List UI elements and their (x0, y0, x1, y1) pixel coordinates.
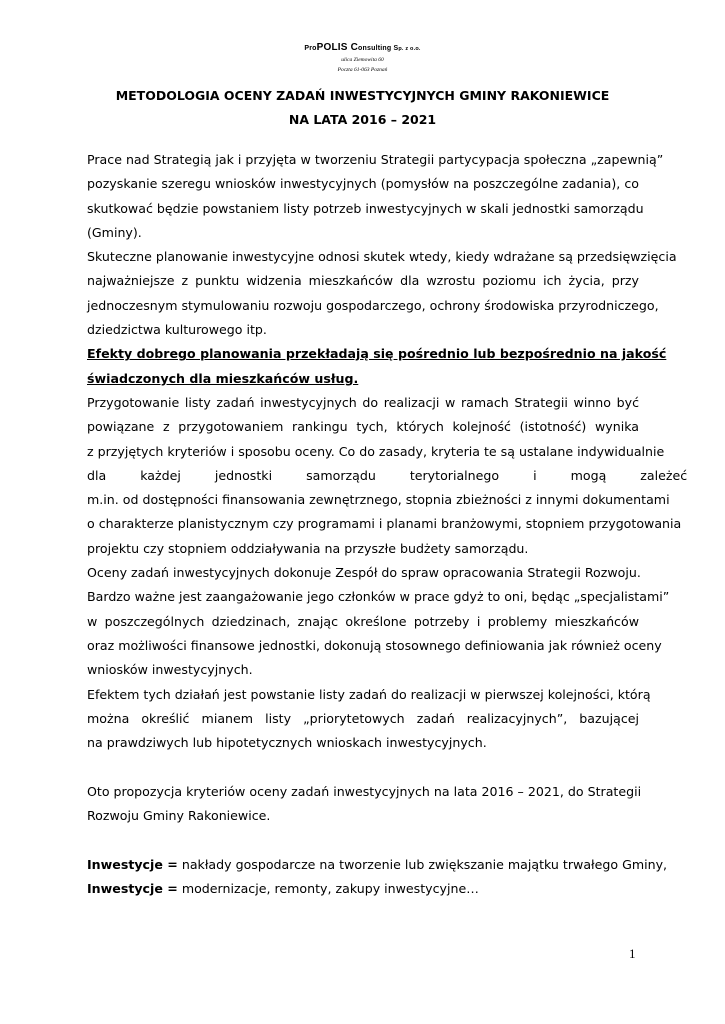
text-line: świadczonych dla mieszkańców usług. (87, 370, 359, 386)
paragraph-5 (87, 561, 670, 682)
text-line: Prace nad Strategią jak i przyjęta w tworzeniu Strategii partycypacja społeczna „zapewnią” (87, 152, 664, 167)
company-name (0, 42, 725, 55)
paragraph-6 (87, 683, 651, 756)
text-line: w poszczególnych dziedzinach, znając określone potrzeby i problemy mieszkańców (87, 613, 639, 629)
definition-term: Inwestycje = (87, 856, 178, 872)
text-line: Efekty dobrego planowania przekładają się pośrednio lub bezpośrednio na jakość (87, 346, 667, 362)
paragraph-2 (87, 245, 677, 342)
definition-term: Inwestycje = (87, 880, 178, 896)
text-line: Bardzo ważne jest zaangażowanie jego członków w prace gdyż to oni, będąc „specjalistami” (87, 589, 670, 605)
company-name-part: p. z o.o. (398, 46, 421, 52)
text-line: dla każdej jednostki samorządu terytorialnego i mogą zależeć (87, 467, 688, 483)
company-name-part: Pro (304, 45, 317, 52)
text-line: najważniejsze z punktu widzenia mieszkańców dla wzrostu poziomu ich życia, przy (87, 273, 639, 289)
definition-line (87, 853, 668, 877)
company-name-part: POLIS C (316, 42, 359, 53)
document-subtitle: NA LATA 2016 – 2021 (288, 112, 437, 127)
paragraph-1 (87, 148, 664, 245)
text-line: Efektem tych działań jest powstanie listy zadań do realizacji w pierwszej kolejności, którą (87, 686, 651, 702)
text-line: dziedzictwa kulturowego itp. (87, 322, 267, 338)
text-line: Oceny zadań inwestycyjnych dokonuje Zespół do spraw opracowania Strategii Rozwoju. (87, 565, 641, 581)
definition-text: nakłady gospodarcze na tworzenie lub zwiększanie majątku trwałego Gminy, (177, 856, 668, 872)
text-line: można określić mianem listy „priorytetowych zadań realizacyjnych”, bazującej (87, 710, 639, 726)
text-line: na prawdziwych lub hipotetycznych wnioskach inwestycyjnych. (87, 735, 487, 751)
text-line: (Gminy). (87, 224, 142, 240)
definition-text: modernizacje, remonty, zakupy inwestycyjne… (177, 880, 479, 896)
text-line: powiązane z przygotowaniem rankingu tych, których kolejność (istotność) wynika (87, 419, 639, 435)
company-street: ulica Ziemowita 60 (341, 57, 384, 63)
text-line: wniosków inwestycyjnych. (87, 662, 253, 678)
definition-line (87, 877, 639, 901)
text-line: oraz możliwości finansowe jednostki, dokonują stosownego definiowania jak również oceny (87, 637, 662, 653)
spacer (87, 755, 639, 779)
paragraph-4 (87, 391, 688, 561)
text-line: skutkować będzie powstaniem listy potrzeb inwestycyjnych w skali jednostki samorządu (87, 200, 644, 216)
document-title: METODOLOGIA OCENY ZADAŃ INWESTYCYJNYCH GMINY RAKONIEWICE (115, 88, 610, 103)
document-body (87, 148, 688, 901)
text-line: Oto propozycja kryteriów oceny zadań inwestycyjnych na lata 2016 – 2021, do Strategii (87, 783, 642, 799)
text-line: projektu czy stopniem oddziaływania na przyszłe budżety samorządu. (87, 540, 529, 556)
text-line: z przyjętych kryteriów i sposobu oceny. Co do zasady, kryteria te są ustalane indywidualnie (87, 443, 665, 459)
text-line: Skuteczne planowanie inwestycyjne odnosi skutek wtedy, kiedy wdrażane są przedsięwzięcia (87, 249, 677, 265)
spacer (87, 828, 639, 852)
definitions (87, 853, 668, 902)
text-line: Przygotowanie listy zadań inwestycyjnych do realizacji w ramach Strategii winno być (87, 394, 639, 410)
text-line: o charakterze planistycznym czy programami i planami branżowymi, stopniem przygotowania (87, 516, 682, 532)
letterhead (0, 42, 725, 75)
company-name-part: onsulting S (358, 45, 399, 52)
text-line: pozyskanie szeregu wniosków inwestycyjnych (pomysłów na poszczególne zadania), co (87, 176, 639, 192)
paragraph-3-emphasis (87, 342, 667, 391)
company-post: Poczta 61-063 Poznań (337, 67, 388, 73)
text-line: Rozwoju Gminy Rakoniewice. (87, 808, 271, 824)
text-line: m.in. od dostępności finansowania zewnętrznego, stopnia zbieżności z innymi dokumentami (87, 492, 670, 508)
paragraph-7 (87, 780, 642, 829)
page-number: 1 (629, 946, 636, 961)
text-line: jednoczesnym stymulowaniu rozwoju gospodarczego, ochrony środowiska przyrodniczego, (87, 297, 659, 313)
